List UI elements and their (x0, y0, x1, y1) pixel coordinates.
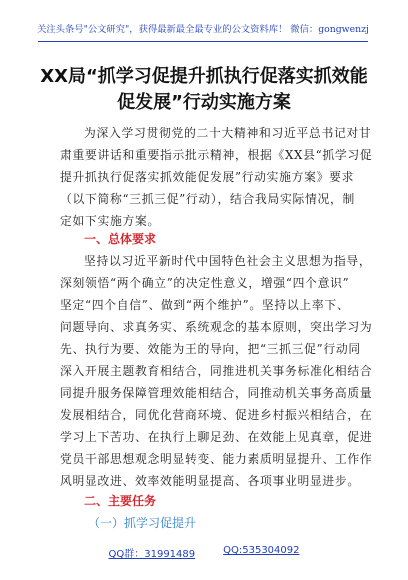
title-line-1: XX局“抓学习促提升抓执行促落实抓效能 (40, 66, 368, 87)
text-line: 定如下实施方案。 (60, 214, 160, 228)
subsection-heading-study: （一）抓学习促提升 (88, 516, 197, 530)
footer-qq[interactable]: QQ:535304092 (223, 545, 300, 556)
text-line: 坚持以习近平新时代中国特色社会主义思想为指导， (84, 254, 372, 268)
text-line: 坚定“四个自信”、做到“两个维护”。坚持以上率下、 (60, 298, 350, 312)
title-line-2: 促发展”行动实施方案 (117, 92, 291, 113)
text-line: 学习上下苦功、在执行上聊足劲、在效能上见真章，促进 (60, 430, 373, 444)
footer-contacts (0, 545, 408, 563)
text-line: 深刻领悟“两个确立”的决定性意义，增强“四个意识” (60, 276, 350, 290)
banner-divider (38, 41, 368, 42)
text-line: 先、执行为要、效能为王的导向，把“三抓三促”行动同 (60, 342, 361, 356)
text-line: 肃重要讲话和重要指示批示精神，根据《XX县“抓学习促 (60, 148, 373, 162)
promo-banner[interactable]: 关注头条号"公文研究"，获得最新最全最专业的公文资料库！ 微信：gongwenzj (37, 23, 369, 35)
document-title (30, 64, 378, 116)
text-line: （以下简称“三抓三促”行动），结合我局实际情况，制 (60, 192, 355, 206)
section-heading-overall-requirements: 一、总体要求 (84, 232, 157, 246)
section-heading-main-tasks: 二、主要任务 (84, 494, 157, 508)
text-line: 深入开展主题教育相结合，同推进机关事务标准化相结合 (60, 364, 373, 378)
intro-paragraph (60, 122, 373, 232)
text-line: 提升抓执行促落实抓效能促发展”行动实施方案》要求 (60, 170, 355, 184)
text-line: 发展相结合，同优化营商环境、促进乡村振兴相结合，在 (60, 408, 373, 422)
footer-qq-group[interactable]: QQ群：31991489 (108, 549, 196, 560)
text-line: 同提升服务保障管理效能相结合，同推动机关事务高质量 (60, 386, 373, 400)
text-line: 为深入学习贯彻党的二十大精神和习近平总书记对甘 (84, 126, 372, 140)
text-line: 问题导向、求真务实、系统观念的基本原则，突出学习为 (60, 320, 373, 334)
text-line: 风明显改进、效率效能明显提高、各项事业明显进步。 (60, 474, 360, 488)
text-line: 党员干部思想观念明显转变、能力素质明显提升、工作作 (60, 452, 373, 466)
overall-requirements-paragraph (60, 250, 373, 492)
